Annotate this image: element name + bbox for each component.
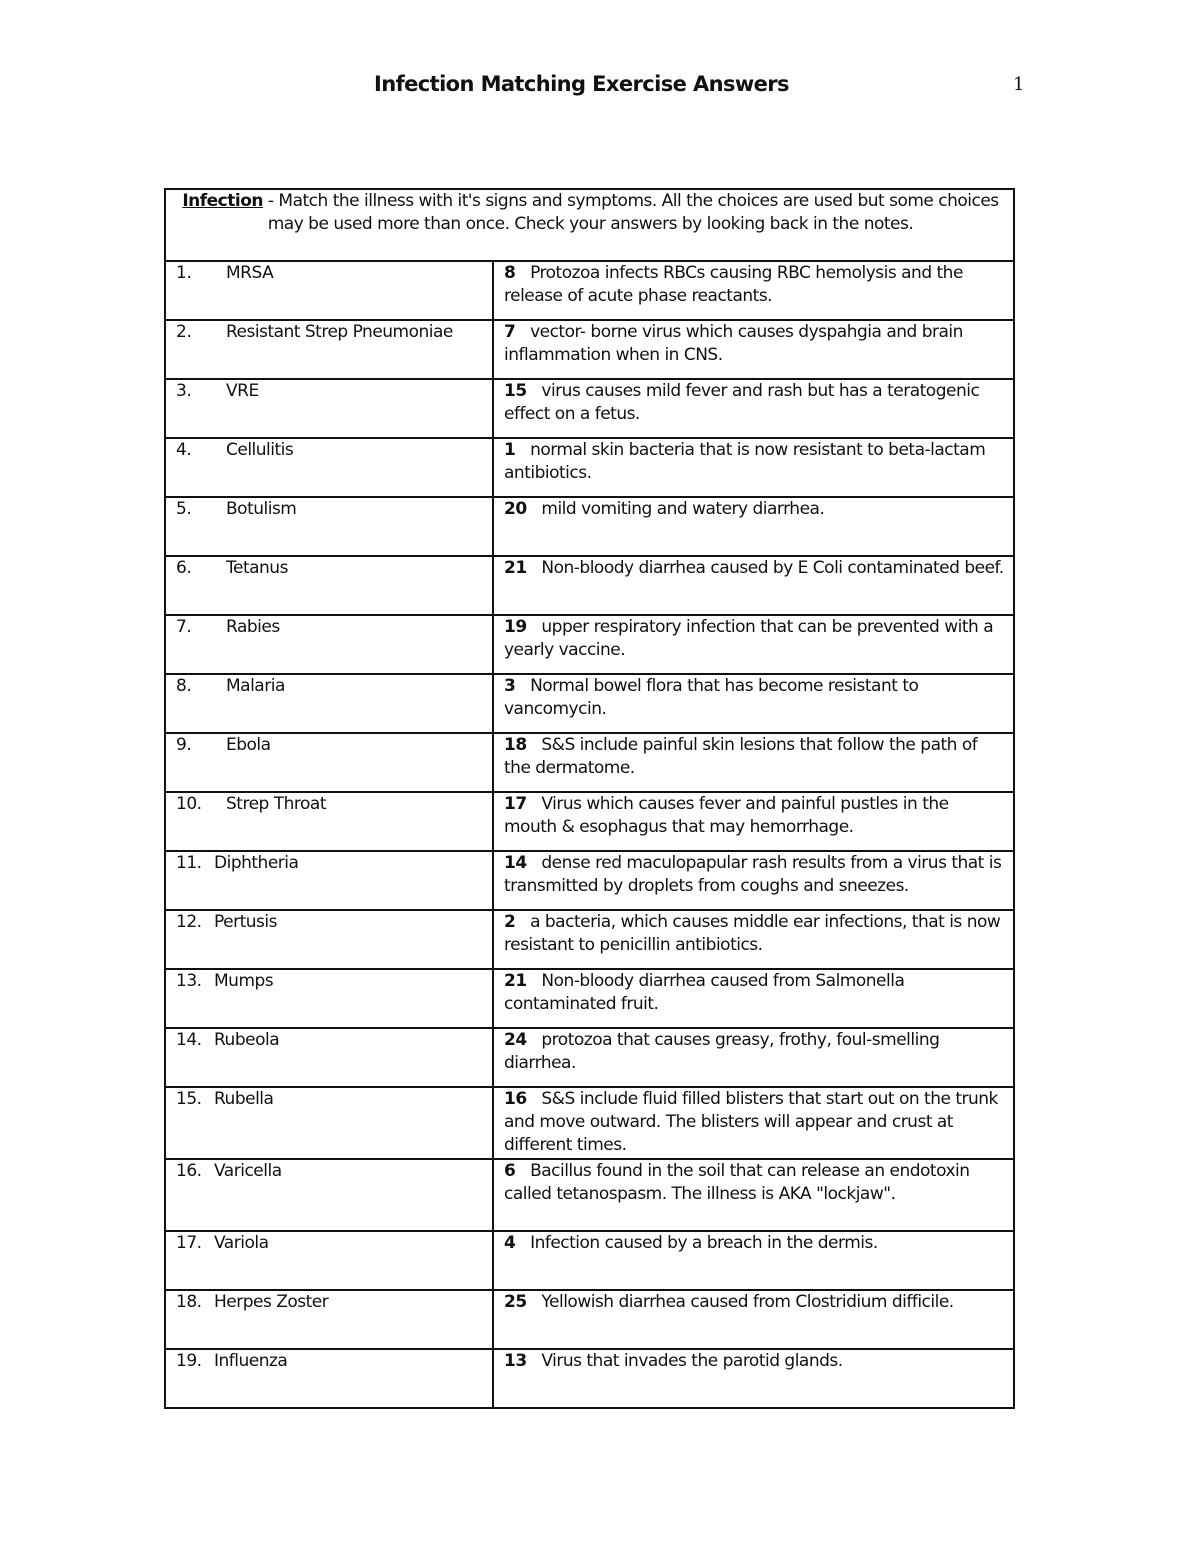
- item-number: 15.: [176, 1089, 202, 1109]
- description-cell: [493, 792, 1014, 851]
- symptom-description: Infection caused by a breach in the dermis.: [530, 1233, 878, 1253]
- illness-name: MRSA: [226, 263, 274, 283]
- description-cell: [493, 379, 1014, 438]
- item-number: 4.: [176, 440, 192, 460]
- illness-name: Rubeola: [214, 1030, 280, 1050]
- item-number: 5.: [176, 499, 192, 519]
- description-cell: [493, 1159, 1014, 1231]
- symptom-description: Non-bloody diarrhea caused from Salmonella contaminated fruit.: [504, 971, 905, 1014]
- answer-number: 15: [504, 381, 527, 401]
- instructions-row: [165, 189, 1014, 261]
- symptom-description: a bacteria, which causes middle ear infections, that is now resistant to penicillin antibiotics.: [504, 912, 1001, 955]
- page-number: 1: [1013, 74, 1025, 95]
- table-row: [165, 1231, 1014, 1290]
- item-number: 6.: [176, 558, 192, 578]
- illness-name: Cellulitis: [226, 440, 294, 460]
- description-cell: [493, 556, 1014, 615]
- illness-cell: [165, 438, 493, 497]
- description-cell: [493, 674, 1014, 733]
- table-row: [165, 261, 1014, 320]
- description-cell: [493, 261, 1014, 320]
- illness-name: Malaria: [226, 676, 285, 696]
- answer-number: 3: [504, 676, 516, 696]
- illness-cell: [165, 320, 493, 379]
- answer-number: 25: [504, 1292, 527, 1312]
- answer-number: 6: [504, 1161, 516, 1181]
- illness-cell: [165, 1349, 493, 1408]
- answer-number: 4: [504, 1233, 516, 1253]
- illness-cell: [165, 497, 493, 556]
- illness-cell: [165, 792, 493, 851]
- item-number: 12.: [176, 912, 202, 932]
- illness-name: Herpes Zoster: [214, 1292, 329, 1312]
- illness-cell: [165, 1231, 493, 1290]
- symptom-description: Bacillus found in the soil that can release an endotoxin called tetanospasm. The illness is AKA "lockjaw".: [504, 1161, 970, 1204]
- item-number: 11.: [176, 853, 202, 873]
- description-cell: [493, 1028, 1014, 1087]
- item-number: 16.: [176, 1161, 202, 1181]
- symptom-description: Non-bloody diarrhea caused by E Coli contaminated beef.: [541, 558, 1004, 578]
- symptom-description: dense red maculopapular rash results from a virus that is transmitted by droplets from coughs and sneezes.: [504, 853, 1002, 896]
- symptom-description: S&S include fluid filled blisters that start out on the trunk and move outward. The blisters will appear and crust at different times.: [504, 1089, 998, 1155]
- description-cell: [493, 1231, 1014, 1290]
- illness-cell: [165, 1290, 493, 1349]
- answer-number: 7: [504, 322, 516, 342]
- answer-number: 24: [504, 1030, 527, 1050]
- illness-name: Varicella: [214, 1161, 282, 1181]
- description-cell: [493, 615, 1014, 674]
- illness-name: Pertusis: [214, 912, 277, 932]
- illness-name: Variola: [214, 1233, 269, 1253]
- matching-table: [164, 188, 1015, 1409]
- table-row: [165, 851, 1014, 910]
- illness-name: Tetanus: [226, 558, 288, 578]
- instructions-cell: [165, 189, 1014, 261]
- table-row: [165, 1349, 1014, 1408]
- table-row: [165, 1087, 1014, 1159]
- symptom-description: Virus which causes fever and painful pustles in the mouth & esophagus that may hemorrhage.: [504, 794, 949, 837]
- answer-number: 14: [504, 853, 527, 873]
- page-title: Infection Matching Exercise Answers: [374, 72, 789, 96]
- illness-name: VRE: [226, 381, 259, 401]
- description-cell: [493, 320, 1014, 379]
- illness-name: Resistant Strep Pneumoniae: [226, 322, 453, 342]
- illness-name: Ebola: [226, 735, 271, 755]
- table-row: [165, 674, 1014, 733]
- illness-cell: [165, 615, 493, 674]
- description-cell: [493, 851, 1014, 910]
- answer-number: 21: [504, 558, 527, 578]
- item-number: 13.: [176, 971, 202, 991]
- instructions-text: - Match the illness with it's signs and symptoms. All the choices are used but some choices may be used more than once. Check your answers by looking back in the notes.: [262, 191, 999, 234]
- item-number: 10.: [176, 794, 202, 814]
- illness-name: Mumps: [214, 971, 274, 991]
- table-row: [165, 497, 1014, 556]
- illness-cell: [165, 1028, 493, 1087]
- illness-name: Strep Throat: [226, 794, 326, 814]
- answer-number: 13: [504, 1351, 527, 1371]
- answer-number: 2: [504, 912, 516, 932]
- table-row: [165, 733, 1014, 792]
- item-number: 18.: [176, 1292, 202, 1312]
- item-number: 17.: [176, 1233, 202, 1253]
- symptom-description: virus causes mild fever and rash but has a teratogenic effect on a fetus.: [504, 381, 980, 424]
- item-number: 14.: [176, 1030, 202, 1050]
- answer-number: 17: [504, 794, 527, 814]
- item-number: 2.: [176, 322, 192, 342]
- illness-cell: [165, 261, 493, 320]
- illness-cell: [165, 733, 493, 792]
- description-cell: [493, 733, 1014, 792]
- illness-cell: [165, 851, 493, 910]
- item-number: 7.: [176, 617, 192, 637]
- table-row: [165, 615, 1014, 674]
- symptom-description: S&S include painful skin lesions that follow the path of the dermatome.: [504, 735, 978, 778]
- answer-number: 21: [504, 971, 527, 991]
- answer-number: 19: [504, 617, 527, 637]
- table-row: [165, 556, 1014, 615]
- table-row: [165, 1290, 1014, 1349]
- symptom-description: Protozoa infects RBCs causing RBC hemolysis and the release of acute phase reactants.: [504, 263, 963, 306]
- instructions-lead: Infection: [182, 191, 263, 211]
- answer-number: 1: [504, 440, 516, 460]
- table-row: [165, 320, 1014, 379]
- table-row: [165, 438, 1014, 497]
- illness-name: Diphtheria: [214, 853, 299, 873]
- table-row: [165, 792, 1014, 851]
- illness-name: Rubella: [214, 1089, 274, 1109]
- table-row: [165, 969, 1014, 1028]
- symptom-description: normal skin bacteria that is now resistant to beta-lactam antibiotics.: [504, 440, 986, 483]
- description-cell: [493, 438, 1014, 497]
- symptom-description: protozoa that causes greasy, frothy, foul-smelling diarrhea.: [504, 1030, 940, 1073]
- description-cell: [493, 1087, 1014, 1159]
- symptom-description: Yellowish diarrhea caused from Clostridium difficile.: [541, 1292, 954, 1312]
- description-cell: [493, 910, 1014, 969]
- illness-name: Botulism: [226, 499, 297, 519]
- symptom-description: upper respiratory infection that can be prevented with a yearly vaccine.: [504, 617, 994, 660]
- symptom-description: vector- borne virus which causes dyspahgia and brain inflammation when in CNS.: [504, 322, 963, 365]
- illness-cell: [165, 379, 493, 438]
- illness-cell: [165, 910, 493, 969]
- illness-cell: [165, 969, 493, 1028]
- answer-number: 16: [504, 1089, 527, 1109]
- answer-number: 18: [504, 735, 527, 755]
- symptom-description: mild vomiting and watery diarrhea.: [541, 499, 825, 519]
- table-row: [165, 379, 1014, 438]
- symptom-description: Virus that invades the parotid glands.: [541, 1351, 843, 1371]
- illness-name: Rabies: [226, 617, 280, 637]
- illness-cell: [165, 556, 493, 615]
- description-cell: [493, 1349, 1014, 1408]
- illness-cell: [165, 674, 493, 733]
- answer-number: 8: [504, 263, 516, 283]
- description-cell: [493, 1290, 1014, 1349]
- illness-cell: [165, 1087, 493, 1159]
- item-number: 3.: [176, 381, 192, 401]
- description-cell: [493, 497, 1014, 556]
- item-number: 9.: [176, 735, 192, 755]
- item-number: 19.: [176, 1351, 202, 1371]
- table-row: [165, 1028, 1014, 1087]
- table-row: [165, 1159, 1014, 1231]
- symptom-description: Normal bowel flora that has become resistant to vancomycin.: [504, 676, 919, 719]
- illness-cell: [165, 1159, 493, 1231]
- illness-name: Influenza: [214, 1351, 288, 1371]
- item-number: 8.: [176, 676, 192, 696]
- item-number: 1.: [176, 263, 192, 283]
- table-row: [165, 910, 1014, 969]
- answer-number: 20: [504, 499, 527, 519]
- description-cell: [493, 969, 1014, 1028]
